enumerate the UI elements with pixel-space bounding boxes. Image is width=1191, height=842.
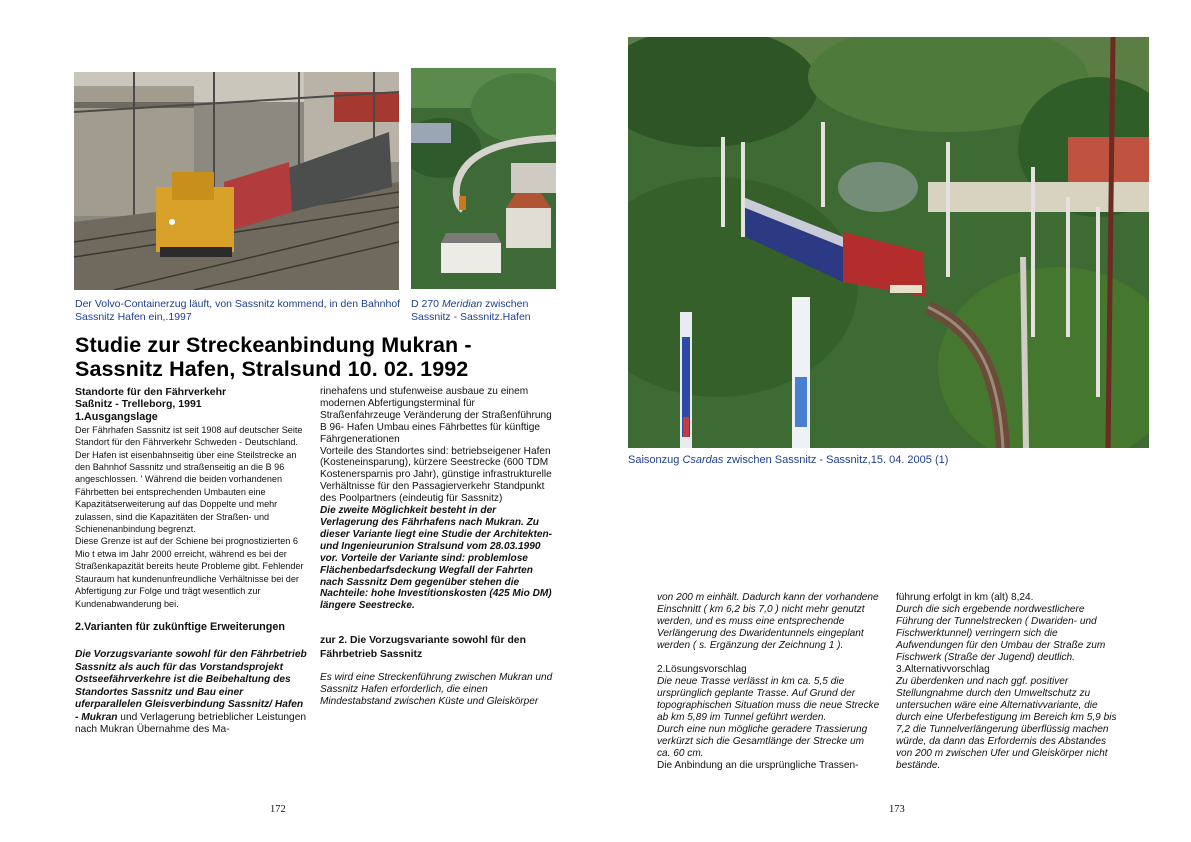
- section-heading-standorte: Standorte für den Fährverkehr: [75, 386, 227, 398]
- right-column-1: [657, 592, 880, 772]
- paragraph: Vorteile des Standortes sind: betriebseigener Hafen (Kosteneinsparung), kürzere Seestrecke (600 TDM Kostenersparnis pro Jahr), günstige infrastrukturelle Verhältnisse für den Passagierverkehr Standpunkt des Poolpartners (eindeutig für Sassnitz): [320, 445, 552, 505]
- section-heading-loesungsvorschlag: 2.Lösungsvorschlag: [657, 664, 747, 675]
- paragraph: Die Vorzugsvariante sowohl für den Fährbetrieb Sassnitz als auch für das Vorstandsprojekt Ostseefährverkehre ist die Beibehaltung des Standortes Sassnitz und Bau einer uferparallelen Gleisverbindung Sassnitz/ Hafen - Mukran und Verlagerung betrieblicher Leistungen nach Mukran Übernahme des Ma-: [75, 648, 307, 736]
- section-heading-ausgangslage: 1.Ausgangslage: [75, 410, 158, 423]
- photo-csardas-train: [628, 37, 1149, 448]
- paragraph: Durch eine nun mögliche geradere Trassierung verkürzt sich die Gesamtlänge der Strecke um ca. 60 cm.: [657, 724, 868, 759]
- paragraph: rinehafens und stufenweise ausbaue zu einem modernen Abfertigungsterminal für Straßenfahrzeuge Veränderung der Straßenführung B 96- Hafen Umbau eines Fährbettes für künftige Fährgenerationen: [320, 386, 552, 445]
- left-column-2: [320, 386, 554, 708]
- paragraph: Zu überdenken und nach ggf. positiver Stellungnahme durch den Umweltschutz zu untersuchen wäre eine Alternativvariante, die durch eine Uferbefestigung im Bereich km 5,9 bis 7,2 die Tunnelverlängerung überflüssig machen würde, da dann das Erfordernis des Abstandes von 200 m zwischen Ufer und Gleiskörper nicht bestände.: [896, 676, 1117, 771]
- section-heading-route: Saßnitz - Trelleborg, 1991: [75, 398, 202, 411]
- photo-caption-csardas: Saisonzug Csardas zwischen Sassnitz - Sassnitz,15. 04. 2005 (1): [628, 454, 949, 466]
- photo-meridian-train: [411, 68, 556, 289]
- paragraph: führung erfolgt in km (alt) 8,24.: [896, 592, 1034, 603]
- paragraph: Durch die sich ergebende nordwestlichere Führung der Tunnelstrecken ( Dwariden- und Fischwerktunnel) verringern sich die Aufwendungen für den Umbau der Straße zum Fischwerk (Straße der Jugend) deutlich.: [896, 604, 1106, 663]
- page-number-right: 173: [889, 804, 905, 815]
- page-title: Studie zur Streckeanbindung Mukran - Sassnitz Hafen, Stralsund 10. 02. 1992: [75, 333, 472, 381]
- paragraph: Die Anbindung an die ursprüngliche Trassen-: [657, 760, 859, 771]
- paragraph: Diese Grenze ist auf der Schiene bei prognostizierten 6 Mio t etwa im Jahr 2000 erreicht, während es bei der Straßenkapazität bereits heute Probleme gibt. Fehlender Stauraum hat kundenunfreundliche Verhältnisse bei der Abfertigung zur Folge und trägt wesentlich zur Kundenabwanderung bei.: [75, 536, 304, 609]
- section-heading-varianten: 2.Varianten für zukünftige Erweiterungen: [75, 620, 285, 633]
- paragraph: Der Fährhafen Sassnitz ist seit 1908 auf deutscher Seite Standort für den Fährverkehr Schweden - Deutschland. Der Hafen ist eisenbahnseitig über eine Steilstrecke an den Bahnhof Sassnitz und straßenseitig an die B 96 angeschlossen. ' Während die beiden vorhandenen Fährbetten bei entsprechenden Umbauten eine Kapazitätserweiterung auf das Doppelte und mehr zulassen, sind die Kapazitäten der Straßen- und Schienenanbindung begrenzt.: [75, 424, 303, 535]
- paragraph: Die zweite Möglichkeit besteht in der Verlagerung des Fährhafens nach Mukran. Zu dieser Variante liegt eine Studie der Architekten- und Ingenieurunion Stralsund vom 28.03.1990 vor. Vorteile der Variante sind: problemlose Flächenbedarfsdeckung Wegfall der Fahrten nach Sassnitz Dem gegenüber stehen die Nachteile: hohe Investitionskosten (425 Mio DM) längere Seestrecke.: [320, 505, 553, 612]
- page-number-left: 172: [270, 804, 286, 815]
- photo-caption-container-train: Der Volvo-Containerzug läuft, von Sassnitz kommend, in den Bahnhof Sassnitz Hafen ein,.1997: [75, 298, 401, 323]
- photo-caption-meridian: D 270 Meridian zwischen Sassnitz - Sassnitz.Hafen: [411, 298, 531, 323]
- paragraph: Es wird eine Streckenführung zwischen Mukran und Sassnitz Hafen erforderlich, die einen Mindestabstand zwischen Küste und Gleiskörper: [320, 672, 553, 708]
- section-heading-vorzugsvariante: zur 2. Die Vorzugsvariante sowohl für den Fährbetrieb Sassnitz: [320, 635, 526, 660]
- paragraph: von 200 m einhält. Dadurch kann der vorhandene Einschnitt ( km 6,2 bis 7,0 ) nicht mehr genutzt werden, und es muss eine entsprechende Verlängerung des Dwaridentunnels eingeplant werden ( s. Ergänzung der Zeichnung 1 ).: [657, 592, 879, 651]
- photo-container-train: [74, 72, 399, 290]
- paragraph: Die neue Trasse verlässt in km ca. 5,5 die ursprünglich geplante Trasse. Auf Grund der topographischen Situation muss die neue Strecke ab km 5,89 im Tunnel geführt werden.: [657, 676, 880, 723]
- section-heading-alternativvorschlag: 3.Alternativvorschlag: [896, 664, 990, 675]
- right-column-2: [896, 592, 1122, 772]
- left-column-1: [75, 386, 307, 737]
